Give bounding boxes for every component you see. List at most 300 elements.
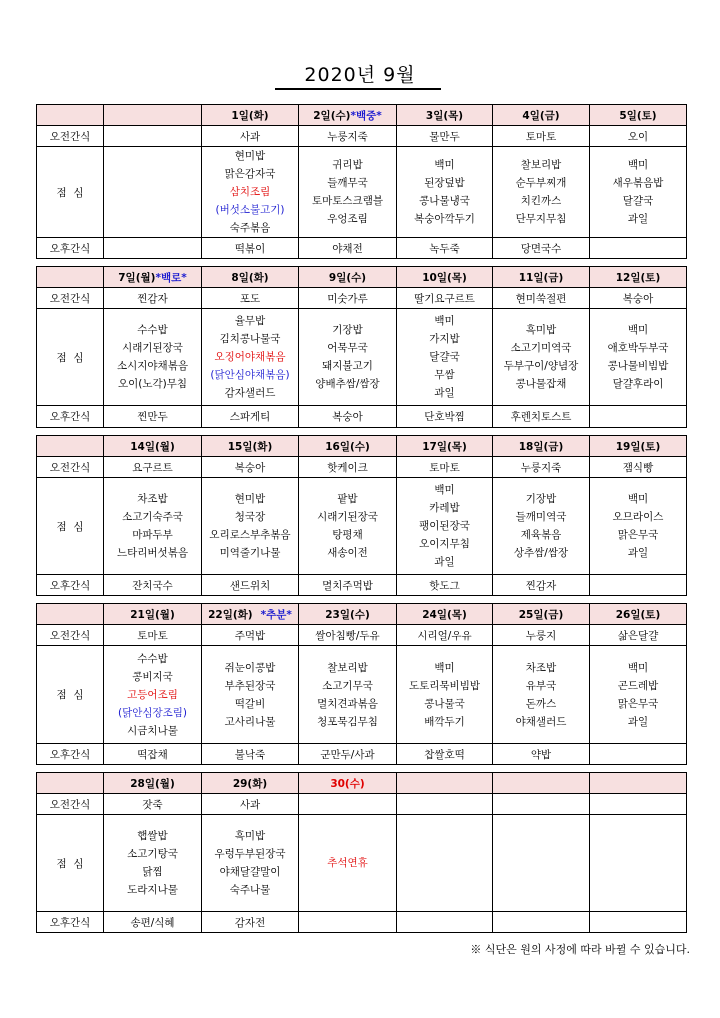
- date-text: 21일(월): [130, 608, 175, 621]
- row-label-lunch: 점 심: [37, 646, 104, 744]
- lunch-cell: [493, 147, 590, 238]
- dish-item: 시래기된장국: [317, 511, 378, 523]
- holiday-label: *추분*: [260, 608, 292, 621]
- menu-cell: [299, 912, 397, 933]
- dish-item: 율무밥: [234, 315, 266, 327]
- menu-cell: [104, 126, 202, 147]
- date-row: [37, 436, 687, 457]
- dish-item: 토마토스크램블: [311, 195, 383, 207]
- afternoon-snack-row: [37, 406, 687, 428]
- dish-item: 찰보리밥: [327, 661, 368, 674]
- date-cell: [104, 267, 202, 288]
- date-cell: [202, 604, 299, 625]
- lunch-cell: [397, 815, 493, 912]
- date-cell: [299, 436, 397, 457]
- lunch-cell: [299, 646, 397, 744]
- dish-item: 백미: [627, 159, 649, 171]
- menu-cell: 잣죽: [104, 794, 202, 815]
- date-cell: [104, 773, 202, 794]
- date-text: 24일(목): [422, 608, 467, 621]
- dish-item: 수수밥: [137, 324, 168, 336]
- dish-item: 맑은무국: [617, 529, 659, 541]
- date-cell: [299, 773, 397, 794]
- dish-item: 숙주볶음: [229, 222, 271, 234]
- date-cell: [493, 105, 590, 126]
- dish-item: 김치콩나물국: [219, 333, 281, 345]
- lunch-cell: [493, 815, 590, 912]
- lunch-cell: [590, 815, 687, 912]
- menu-cell: 불낙죽: [202, 744, 299, 765]
- menu-cell: [299, 794, 397, 815]
- date-text: 3일(목): [425, 109, 464, 122]
- row-label-morning: 오전간식: [37, 625, 104, 646]
- menu-cell: 오이: [590, 126, 687, 147]
- lunch-cell: [104, 815, 202, 912]
- menu-cell: 잼식빵: [590, 457, 687, 478]
- menu-cell: 단호박찜: [397, 406, 493, 428]
- dish-item: 귀리밥: [332, 159, 363, 171]
- lunch-cell: [202, 646, 299, 744]
- dish-item: 현미밥: [234, 150, 266, 162]
- menu-cell: 물만두: [397, 126, 493, 147]
- menu-cell: 누룽지: [493, 625, 590, 646]
- lunch-cell: [590, 147, 687, 238]
- dish-item: 청국장: [234, 511, 266, 523]
- dish-item: (버섯소불고기): [215, 204, 285, 216]
- row-label-lunch: 점 심: [37, 478, 104, 575]
- row-label-morning: 오전간식: [37, 794, 104, 815]
- lunch-row: [37, 646, 687, 744]
- dish-item: 우엉조림: [327, 213, 368, 225]
- date-label-cell: [37, 267, 104, 288]
- date-text: 7일(월): [118, 271, 156, 284]
- lunch-cell: [299, 815, 397, 912]
- morning-snack-row: [37, 794, 687, 815]
- menu-cell: 누룽지죽: [299, 126, 397, 147]
- dish-item: 오므라이스: [612, 511, 664, 523]
- dish-item: 과일: [627, 547, 649, 559]
- date-cell: [202, 267, 299, 288]
- page-title: 2020년 9월: [304, 64, 416, 86]
- menu-cell: 녹두죽: [397, 238, 493, 259]
- holiday-label: *백중*: [350, 109, 382, 122]
- week-separator: [37, 259, 687, 267]
- row-label-afternoon: 오후간식: [37, 406, 104, 428]
- holiday-label: *백로*: [155, 271, 187, 284]
- menu-cell: 찐만두: [104, 406, 202, 428]
- dish-item: 과일: [627, 213, 649, 225]
- dish-item: 미역줄기나물: [219, 547, 281, 559]
- dish-item: 새우볶음밥: [612, 177, 664, 189]
- lunch-cell: [397, 646, 493, 744]
- menu-cell: 약밥: [493, 744, 590, 765]
- menu-cell: 복숭아: [590, 288, 687, 309]
- menu-cell: 찐감자: [104, 288, 202, 309]
- row-label-afternoon: 오후간식: [37, 575, 104, 596]
- dish-item: 오리로스부추볶음: [209, 529, 291, 541]
- dish-item: 시래기된장국: [122, 342, 183, 354]
- date-text: 17일(목): [422, 440, 467, 453]
- row-label-afternoon: 오후간식: [37, 912, 104, 933]
- date-row: [37, 604, 687, 625]
- dish-item: 애호박두부국: [607, 342, 669, 354]
- lunch-cell: [202, 815, 299, 912]
- lunch-cell: [202, 147, 299, 238]
- menu-cell: [397, 912, 493, 933]
- menu-cell: 핫도그: [397, 575, 493, 596]
- dish-item: 백미: [434, 661, 455, 674]
- menu-cell: 요구르트: [104, 457, 202, 478]
- date-cell: [397, 604, 493, 625]
- lunch-cell: [202, 309, 299, 406]
- row-label-afternoon: 오후간식: [37, 744, 104, 765]
- menu-cell: 토마토: [397, 457, 493, 478]
- menu-cell: 삶은달걀: [590, 625, 687, 646]
- menu-cell: [590, 912, 687, 933]
- separator-cell: [37, 765, 687, 773]
- dish-item: 가지밥: [429, 333, 460, 345]
- date-cell: [299, 604, 397, 625]
- dish-item: 감자샐러드: [224, 387, 276, 399]
- dish-item: 우렁두부된장국: [214, 848, 286, 860]
- dish-item: 백미: [627, 661, 649, 674]
- morning-snack-row: [37, 625, 687, 646]
- dish-item: 단무지무침: [515, 213, 567, 225]
- lunch-cell: [104, 478, 202, 575]
- date-cell: [397, 436, 493, 457]
- footnote: ※ 식단은 원의 사정에 따라 바뀔 수 있습니다.: [470, 943, 690, 956]
- dish-item: 곤드레밥: [617, 679, 659, 692]
- dish-item: 과일: [434, 387, 455, 399]
- row-label-lunch: 점 심: [37, 815, 104, 912]
- menu-cell: 복숭아: [202, 457, 299, 478]
- date-cell: [493, 773, 590, 794]
- menu-cell: 쌀아침빵/두유: [299, 625, 397, 646]
- row-label-morning: 오전간식: [37, 288, 104, 309]
- dish-item: 야채달걀말이: [219, 866, 281, 878]
- afternoon-snack-row: [37, 238, 687, 259]
- dish-item: 새송이전: [327, 547, 368, 559]
- menu-cell: 핫케이크: [299, 457, 397, 478]
- menu-cell: 복숭아: [299, 406, 397, 428]
- date-cell: [590, 267, 687, 288]
- date-cell: [397, 105, 493, 126]
- dish-item: 맑은감자국: [224, 168, 276, 180]
- dish-item: 돼지불고기: [322, 360, 373, 372]
- lunch-cell: [397, 478, 493, 575]
- menu-cell: 멸치주먹밥: [299, 575, 397, 596]
- lunch-cell: [590, 309, 687, 406]
- dish-item: 시금치나물: [127, 724, 178, 737]
- dish-item: 찰보리밥: [520, 159, 562, 171]
- week-separator: [37, 596, 687, 604]
- separator-cell: [37, 428, 687, 436]
- dish-item: 차조밥: [525, 661, 557, 674]
- date-cell: [590, 604, 687, 625]
- dish-item: 수수밥: [137, 652, 168, 665]
- dish-item: 삼치조림: [229, 186, 271, 198]
- dish-item: 오이(노각)무침: [117, 378, 188, 390]
- date-cell: [202, 773, 299, 794]
- dish-item: 숙주나물: [229, 884, 271, 896]
- menu-cell: 찐감자: [493, 575, 590, 596]
- date-cell: [493, 604, 590, 625]
- dish-item: 치킨까스: [520, 195, 562, 207]
- dish-item: 들깨무국: [327, 177, 368, 189]
- dish-item: 도토리묵비빔밥: [408, 679, 480, 692]
- dish-item: 청포묵김무침: [317, 715, 378, 728]
- dish-item: 백미: [627, 324, 649, 336]
- dish-item: 백미: [434, 315, 455, 327]
- dish-item: (닭안심야채볶음): [210, 369, 290, 381]
- date-text: 10일(목): [422, 271, 467, 284]
- date-cell: [397, 773, 493, 794]
- dish-item: 마파두부: [132, 529, 173, 541]
- dish-item: 순두부찌개: [515, 177, 567, 189]
- menu-cell: 샌드위치: [202, 575, 299, 596]
- dish-item: 상추쌈/쌈장: [513, 547, 569, 559]
- row-label-lunch: 점 심: [37, 309, 104, 406]
- date-cell: [299, 105, 397, 126]
- date-row: [37, 267, 687, 288]
- date-cell: [590, 105, 687, 126]
- lunch-cell: [493, 309, 590, 406]
- dish-item: 된장덮밥: [424, 177, 465, 189]
- dish-item: 부추된장국: [224, 679, 276, 692]
- dish-item: 달걀국: [622, 195, 654, 207]
- dish-item: 두부구이/양념장: [503, 360, 579, 372]
- menu-cell: 미숫가루: [299, 288, 397, 309]
- dish-item: 달걀후라이: [612, 378, 664, 390]
- lunch-cell: [202, 478, 299, 575]
- menu-cell: 토마토: [493, 126, 590, 147]
- lunch-cell: [299, 478, 397, 575]
- date-cell: [104, 105, 202, 126]
- menu-cell: 포도: [202, 288, 299, 309]
- date-text: 22일(화): [208, 608, 253, 621]
- dish-item: 야채샐러드: [515, 715, 567, 728]
- dish-item: 제육볶음: [520, 529, 562, 541]
- dish-item: 기장밥: [525, 493, 557, 505]
- menu-cell: 떡잡채: [104, 744, 202, 765]
- date-text: 29(화): [232, 777, 268, 790]
- dish-item: 카레밥: [429, 502, 460, 514]
- morning-snack-row: [37, 126, 687, 147]
- date-text: 14일(월): [130, 440, 175, 453]
- dish-item: 콩나물국: [424, 697, 465, 710]
- dish-item: 백미: [434, 484, 455, 496]
- date-label-cell: [37, 436, 104, 457]
- separator-cell: [37, 259, 687, 267]
- dish-item: 콩나물냉국: [419, 195, 470, 207]
- date-cell: [202, 105, 299, 126]
- dish-item: 추석연휴: [327, 857, 368, 869]
- dish-item: 소시지야채볶음: [116, 360, 188, 372]
- menu-cell: 송편/식혜: [104, 912, 202, 933]
- menu-cell: 사과: [202, 794, 299, 815]
- morning-snack-row: [37, 288, 687, 309]
- dish-item: 복숭아깍두기: [414, 213, 475, 225]
- date-cell: [299, 267, 397, 288]
- date-text: 5일(토): [619, 109, 657, 122]
- dish-item: 달걀국: [429, 351, 460, 363]
- lunch-row: [37, 309, 687, 406]
- dish-item: 햅쌀밥: [137, 830, 168, 842]
- dish-item: 팥밥: [337, 493, 358, 505]
- menu-cell: 후렌치토스트: [493, 406, 590, 428]
- lunch-cell: [493, 478, 590, 575]
- dish-item: 오이지무침: [419, 538, 470, 550]
- date-text: 8일(화): [231, 271, 269, 284]
- menu-cell: 감자전: [202, 912, 299, 933]
- dish-item: 탕평채: [332, 529, 363, 541]
- menu-cell: [590, 744, 687, 765]
- date-text: 30(수): [330, 777, 365, 790]
- dish-item: 흑미밥: [525, 324, 557, 336]
- date-cell: [202, 436, 299, 457]
- menu-cell: 찹쌀호떡: [397, 744, 493, 765]
- date-text: 9일(수): [328, 271, 367, 284]
- dish-item: 현미밥: [234, 493, 266, 505]
- date-text: 18일(금): [518, 440, 564, 453]
- lunch-cell: [493, 646, 590, 744]
- lunch-row: [37, 815, 687, 912]
- dish-item: 닭찜: [142, 866, 163, 878]
- menu-cell: [590, 575, 687, 596]
- menu-cell: 당면국수: [493, 238, 590, 259]
- dish-item: 소고기탕국: [127, 848, 178, 860]
- menu-cell: 떡볶이: [202, 238, 299, 259]
- dish-item: 차조밥: [137, 493, 168, 505]
- date-text: 19일(토): [615, 440, 661, 453]
- menu-cell: 군만두/사과: [299, 744, 397, 765]
- date-text: 2일(수): [313, 109, 351, 122]
- date-text: 16일(수): [325, 440, 370, 453]
- date-row: [37, 105, 687, 126]
- date-text: 26일(토): [615, 608, 661, 621]
- menu-cell: 딸기요구르트: [397, 288, 493, 309]
- menu-cell: [493, 912, 590, 933]
- week-separator: [37, 765, 687, 773]
- date-cell: [493, 267, 590, 288]
- row-label-morning: 오전간식: [37, 457, 104, 478]
- menu-cell: [104, 238, 202, 259]
- dish-item: 멸치견과볶음: [317, 697, 378, 710]
- row-label-lunch: 점 심: [37, 147, 104, 238]
- lunch-cell: [590, 478, 687, 575]
- dish-item: 무쌈: [434, 369, 455, 381]
- dish-item: 배깍두기: [424, 715, 465, 728]
- lunch-cell: [104, 309, 202, 406]
- date-cell: [493, 436, 590, 457]
- week-separator: [37, 428, 687, 436]
- lunch-cell: [104, 147, 202, 238]
- menu-cell: 야채전: [299, 238, 397, 259]
- menu-cell: 스파게티: [202, 406, 299, 428]
- dish-item: 어묵무국: [327, 342, 368, 354]
- date-text: 28일(월): [130, 777, 175, 790]
- dish-item: 소고기무국: [322, 679, 373, 692]
- menu-cell: [493, 794, 590, 815]
- menu-cell: [590, 406, 687, 428]
- menu-cell: 주먹밥: [202, 625, 299, 646]
- date-label-cell: [37, 773, 104, 794]
- dish-item: 과일: [434, 556, 455, 568]
- dish-item: 쥐눈이콩밥: [224, 661, 276, 674]
- date-label-cell: [37, 105, 104, 126]
- lunch-cell: [397, 147, 493, 238]
- date-text: 12일(토): [615, 271, 661, 284]
- row-label-afternoon: 오후간식: [37, 238, 104, 259]
- date-cell: [590, 436, 687, 457]
- menu-cell: [590, 238, 687, 259]
- afternoon-snack-row: [37, 575, 687, 596]
- dish-item: 들깨미역국: [515, 511, 567, 523]
- dish-item: 고사리나물: [224, 715, 276, 728]
- lunch-cell: [590, 646, 687, 744]
- morning-snack-row: [37, 457, 687, 478]
- date-cell: [590, 773, 687, 794]
- dish-item: (닭안심장조림): [117, 706, 188, 719]
- date-label-cell: [37, 604, 104, 625]
- date-cell: [397, 267, 493, 288]
- dish-item: 고등어조림: [127, 688, 178, 701]
- dish-item: 콩나물잡채: [515, 378, 567, 390]
- lunch-cell: [299, 147, 397, 238]
- lunch-row: [37, 478, 687, 575]
- dish-item: 도라지나물: [127, 884, 178, 896]
- date-row: [37, 773, 687, 794]
- dish-item: 흑미밥: [234, 830, 266, 842]
- date-text: 25일(금): [518, 608, 564, 621]
- date-text: 15일(화): [227, 440, 273, 453]
- menu-cell: 시리얼/우유: [397, 625, 493, 646]
- menu-cell: 사과: [202, 126, 299, 147]
- date-text: 11일(금): [518, 271, 564, 284]
- date-text: 4일(금): [522, 109, 560, 122]
- lunch-cell: [397, 309, 493, 406]
- dish-item: 과일: [627, 715, 649, 728]
- dish-item: 유부국: [525, 679, 557, 692]
- menu-table: [36, 104, 687, 933]
- afternoon-snack-row: [37, 744, 687, 765]
- menu-cell: 잔치국수: [104, 575, 202, 596]
- title-underline: [275, 88, 441, 90]
- dish-item: 떡갈비: [234, 697, 266, 710]
- dish-item: 콩비지국: [132, 670, 173, 683]
- menu-cell: 토마토: [104, 625, 202, 646]
- separator-cell: [37, 596, 687, 604]
- date-cell: [104, 436, 202, 457]
- date-text: 1일(화): [231, 109, 269, 122]
- dish-item: 백미: [434, 159, 455, 171]
- afternoon-snack-row: [37, 912, 687, 933]
- dish-item: 팽이된장국: [419, 520, 470, 532]
- dish-item: 백미: [627, 493, 649, 505]
- menu-cell: 현미쑥절편: [493, 288, 590, 309]
- date-cell: [104, 604, 202, 625]
- dish-item: 돈까스: [525, 697, 557, 710]
- menu-cell: [397, 794, 493, 815]
- menu-cell: [590, 794, 687, 815]
- dish-item: 소고기숙주국: [122, 511, 183, 523]
- dish-item: 양배추쌈/쌈장: [315, 378, 380, 390]
- dish-item: 콩나물비빔밥: [607, 360, 669, 372]
- dish-item: 느타리버섯볶음: [116, 547, 188, 559]
- menu-cell: 누룽지죽: [493, 457, 590, 478]
- dish-item: 맑은무국: [617, 697, 659, 710]
- date-text: 23일(수): [325, 608, 370, 621]
